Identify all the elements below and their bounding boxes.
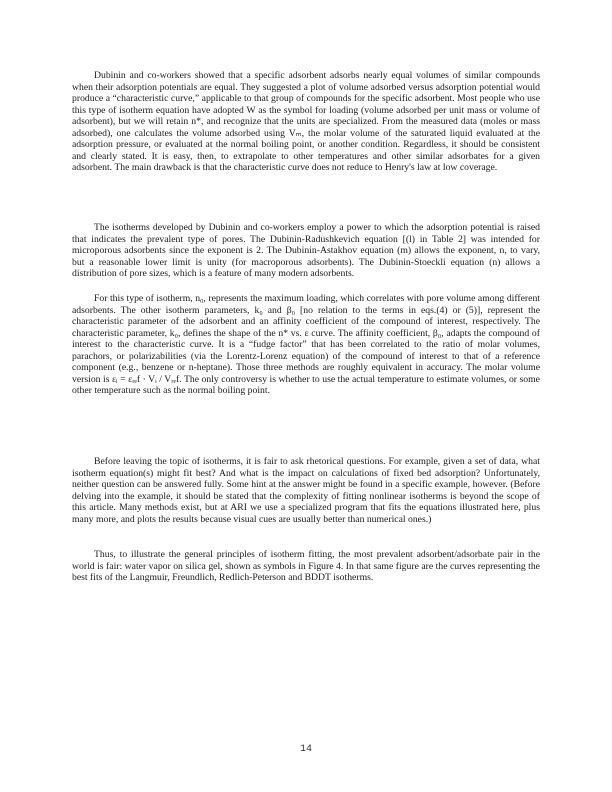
page-number: 14 [299,744,312,755]
paragraph-dubinin-isotherms: The isotherms developed by Dubinin and co-workers employ a power to which the adsorption potential is raised that indicates the prevalent type of pores. The Dubinin-Radushkevich equation [(l) in Table 2] was intended for microporous adsorbents since the exponent is 2. The Dubinin-Astakhov equation (m) allows the exponent, n, to vary, but a reasonable lower limit is unity (for macroporous adsorbents). The Dubinin-Stoeckli equation (n) allows a distribution of pore sizes, which is a feature of many modern adsorbents. [72,222,540,279]
paragraph-characteristic-curve: Dubinin and co-workers showed that a specific adsorbent adsorbs nearly equal volumes of similar compounds when their adsorption potentials are equal. They suggested a plot of volume adsorbed versus adsorption potential would produce a “characteristic curve,” applicable to that group of compounds for the specific adsorbent. Most people who use this type of isotherm equation have adopted W as the symbol for loading (volume adsorbed per unit mass or volume of adsorbent), but we will retain n*, and recognize that the units are specialized. From the measured data (moles or mass adsorbed), one calculates the volume adsorbed using Vₘ, the molar volume of the saturated liquid evaluated at the adsorption pressure, or evaluated at the normal boiling point, or another condition. Regardless, it should be consistent and clearly stated. It is easy, then, to extrapolate to other temperatures and other similar adsorbates for a given adsorbent. The main drawback is that the characteristic curve does not reduce to Henry's law at low coverage. [72,70,540,173]
paragraph-rhetorical-questions: Before leaving the topic of isotherms, it is fair to ask rhetorical questions. For example, given a set of data, what isotherm equation(s) might fit best? And what is the impact on calculations of fixed bed adsorption? Unfortunately, neither question can be answered fully. Some hint at the answer might be found in a specific example, however. (Before delving into the example, it should be stated that the complexity of fitting nonlinear isotherms is beyond the scope of this article. Many methods exist, but at ARI we use a specialized program that fits the equations illustrated here, plus many more, and plots the results because visual cues are usually better than numerical ones.) [72,456,540,525]
paragraph-isotherm-fitting-example: Thus, to illustrate the general principles of isotherm fitting, the most prevalent adsorbent/adsorbate pair in the world is fair: water vapor on silica gel, shown as symbols in Figure 4. In that same figure are the curves representing the best fits of the Langmuir, Freundlich, Redlich-Peterson and BDDT isotherms. [72,549,540,583]
paragraph-isotherm-parameters: For this type of isotherm, n₀, represents the maximum loading, which correlates with pore volume among different adsorbents. The other isotherm parameters, k₀ and β₀ [no relation to the terms in eqs.(4) or (5)], represent the characteristic parameter of the adsorbent and an affinity coefficient of the compound of interest, respectively. The characteristic parameter, k₀, defines the shape of the n* vs. ε curve. The affinity coefficient, β₀, adapts the compound of interest to the characteristic curve. It is a “fudge factor” that has been correlated to the ratio of molar volumes, parachors, or polarizabilities (via the Lorentz-Lorenz equation) of the compound of interest to that of a reference component (e.g., benzene or n-heptane). Those three methods are roughly equivalent in accuracy. The molar volume version is εᵢ = εᵣₑf · Vᵢ / Vᵣₑf. The only controversy is whether to use the actual temperature to estimate volumes, or some other temperature such as the normal boiling point. [72,293,540,396]
